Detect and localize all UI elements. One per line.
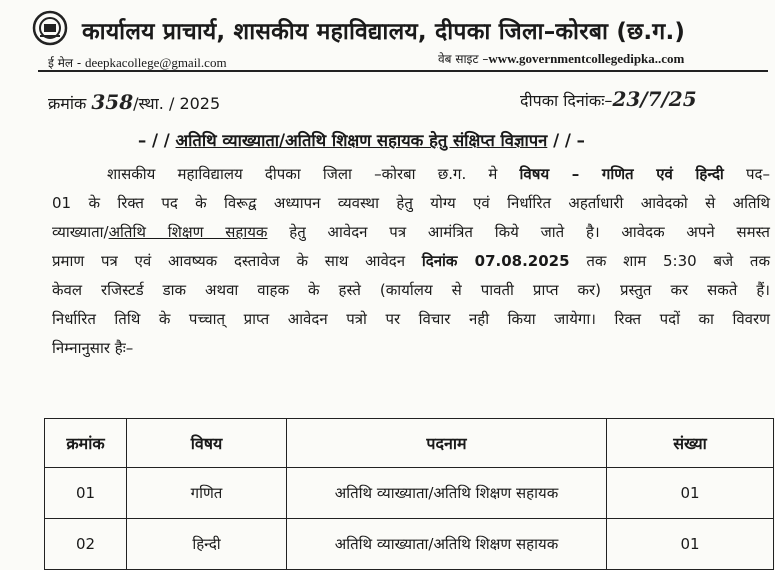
subject-text: अतिथि व्याख्याता/अतिथि शिक्षण सहायक हेतु संक्षिप्त विज्ञापन [175,131,548,150]
body-line: केवल रजिस्टर्ड डाक अथवा वाहक के हस्ते (कार्यालय से पावती प्राप्त कर) प्रस्तुत कर सकते हैं। [52,281,770,299]
body-line: व्याख्याता/अतिथि शिक्षण सहायक हेतु आवेदन पत्र आमंत्रित किये जाते है। आवेदक अपने समस्त [52,223,770,241]
reference-label: क्रमांक [48,94,87,113]
body-line: 01 के रिक्त पद के विरूद्व अध्यापन व्यवस्था हेतु योग्य एवं निर्धारित अहर्ताधारी आवेदको से अतिथि [52,194,770,212]
vacancy-table [44,418,774,570]
cell-serial: 02 [45,519,127,570]
email-label: ई मेल - [48,56,82,70]
letter-date [520,87,697,111]
table-row [45,468,774,519]
body-line: प्रमाण पत्र एवं आवष्यक दस्तावेज के साथ आवेदन दिनांक 07.08.2025 तक शाम 5:30 बजे तक [52,252,770,270]
header-subject: विषय [127,419,287,468]
subject-suffix: / / – [553,131,585,150]
table-header-row [45,419,774,468]
body-line: शासकीय महाविद्यालय दीपका जिला –कोरबा छ.ग. मे विषय – गणित एवं हिन्दी पद– [107,165,770,183]
table-row [45,519,774,570]
handwritten-number: 358 [91,90,134,114]
email-line [48,54,227,71]
header-serial: क्रमांक [45,419,127,468]
subject-heading [138,128,585,151]
cell-post: अतिथि व्याख्याता/अतिथि शिक्षण सहायक [287,468,607,519]
website-label: वेब साइट – [438,52,489,66]
cell-post: अतिथि व्याख्याता/अतिथि शिक्षण सहायक [287,519,607,570]
email-address: deepkacollege@gmail.com [85,55,227,70]
cell-serial: 01 [45,468,127,519]
cell-count: 01 [607,519,774,570]
cell-subject: हिन्दी [127,519,287,570]
body-line: निम्नानुसार हैः– [52,339,134,357]
website-line [438,50,684,67]
body-line: निर्धारित तिथि के पच्चात् प्राप्त आवेदन पत्रो पर विचार नही किया जायेगा। रिक्त पदों का विवरण [52,310,770,328]
header-divider [38,70,768,72]
reference-number [48,90,220,114]
advertisement-body [52,160,770,363]
cell-subject: गणित [127,468,287,519]
cell-count: 01 [607,468,774,519]
handwritten-date: 23/7/25 [612,87,697,111]
reference-suffix: /स्था. / 2025 [133,94,221,113]
header-post: पदनाम [287,419,607,468]
website-address: www.governmentcollegedipka..com [488,51,685,66]
date-label: दीपका दिनांकः– [520,91,613,110]
college-emblem-icon [32,10,68,46]
office-title: कार्यालय प्राचार्य, शासकीय महाविद्यालय, दीपका जिला–कोरबा (छ.ग.) [82,19,686,45]
subject-prefix: – / / [138,131,170,150]
header-count: संख्या [607,419,774,468]
